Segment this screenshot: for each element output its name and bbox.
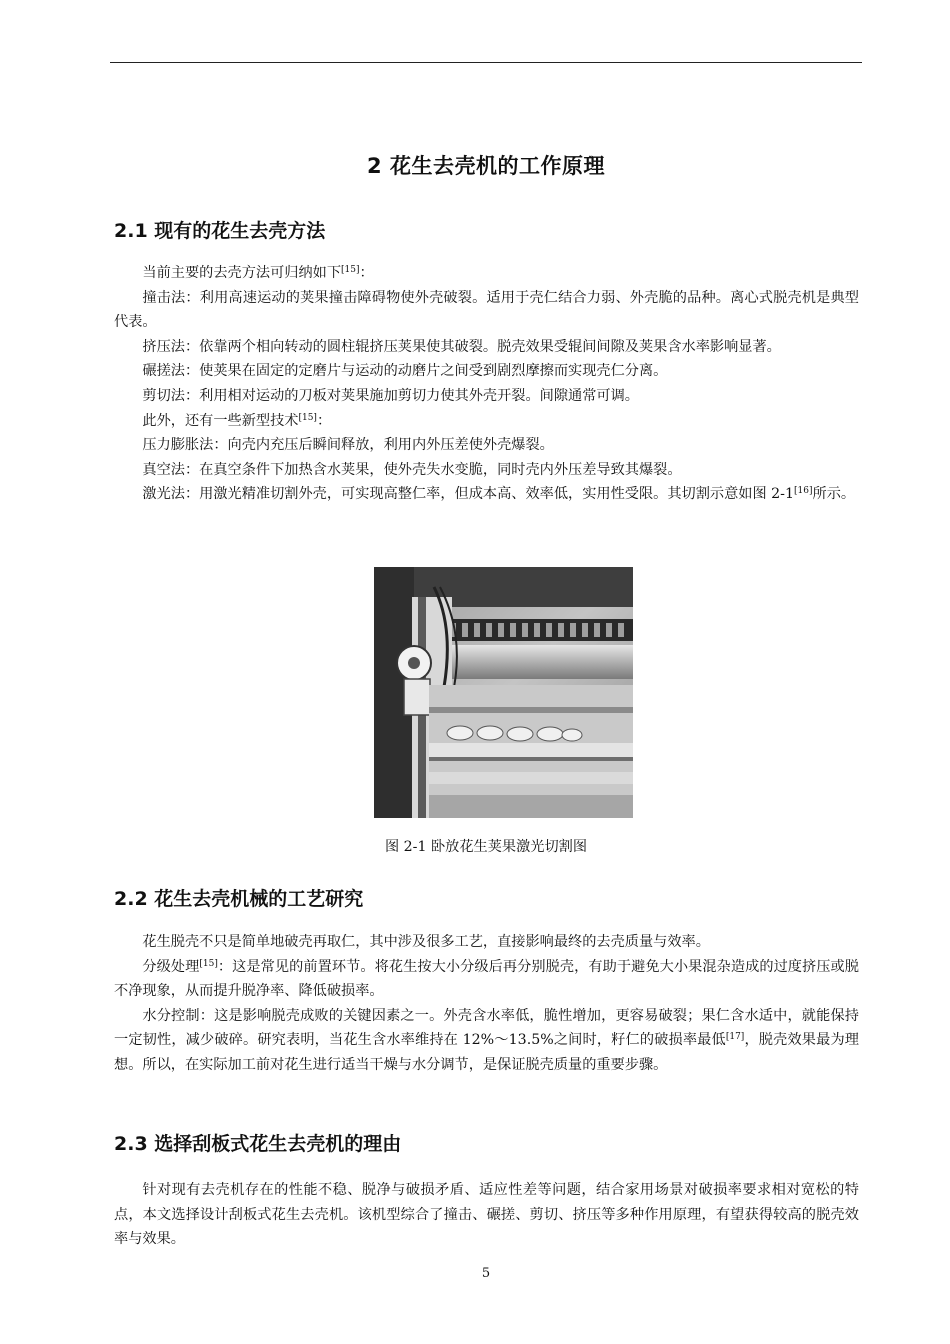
header-rule: [110, 62, 862, 63]
citation: [17]: [725, 1032, 745, 1043]
citation: [15]: [298, 412, 317, 423]
citation: [16]: [794, 486, 813, 497]
paragraph: 碾搓法：使荚果在固定的定磨片与运动的动磨片之间受到剧烈摩擦而实现壳仁分离。: [142, 363, 668, 380]
paragraph: 分级处理[15]：这是常见的前置环节。将花生按大小分级后再分别脱壳，有助于避免大小果混杂造成的过度挤压或脱不净现象，从而提升脱净率、降低破损率。: [114, 958, 859, 1000]
citation: [15]: [199, 958, 218, 969]
page-number: 5: [481, 1266, 491, 1281]
paragraph: 水分控制：这是影响脱壳成败的关键因素之一。外壳含水率低，脆性增加，更容易破裂；果仁含水适中，就能保持一定韧性，减少破碎。研究表明，当花生含水率维持在 12%～13.5%之间时，籽仁的破损率最低[17]，脱壳效果最为理想。所以，在实际加工前对花生进行适当干燥与水分调节，是保证脱壳质量的重要步骤。: [114, 1007, 859, 1073]
paragraph: 撞击法：利用高速运动的荚果撞击障碍物使外壳破裂。适用于壳仁结合力弱、外壳脆的品种。离心式脱壳机是典型代表。: [114, 289, 859, 331]
figure-caption: 图 2-1 卧放花生荚果激光切割图: [384, 839, 588, 855]
paragraph: 花生脱壳不只是简单地破壳再取仁，其中涉及很多工艺，直接影响最终的去壳质量与效率。: [142, 934, 710, 950]
paragraph: 挤压法：依靠两个相向转动的圆柱辊挤压荚果使其破裂。脱壳效果受辊间间隙及荚果含水率影响显著。: [142, 338, 781, 355]
paragraph: 压力膨胀法：向壳内充压后瞬间释放，利用内外压差使外壳爆裂。: [142, 437, 554, 454]
paragraph: 当前主要的去壳方法可归纳如下[15]：: [142, 265, 374, 281]
section-2-3-heading: 2.3 选择刮板式花生去壳机的理由: [114, 1133, 402, 1155]
chapter-title: 2 花生去壳机的工作原理: [367, 154, 605, 178]
paragraph: 真空法：在真空条件下加热含水荚果，使外壳失水变脆，同时壳内外压差导致其爆裂。: [142, 461, 682, 478]
laser-cutting-photo: [374, 567, 633, 818]
section-2-1-heading: 2.1 现有的花生去壳方法: [114, 220, 326, 242]
section-2-3-body: [114, 1178, 859, 1252]
section-2-2-body: [114, 930, 859, 1078]
section-2-1-body: [114, 261, 859, 507]
paragraph: 此外，还有一些新型技术[15]：: [142, 412, 332, 429]
paragraph: 激光法：用激光精准切割外壳，可实现高整仁率，但成本高、效率低，实用性受限。其切割示意如图 2-1[16]所示。: [142, 486, 856, 503]
paragraph: 针对现有去壳机存在的性能不稳、脱净与破损矛盾、适应性差等问题，结合家用场景对破损率要求相对宽松的特点，本文选择设计刮板式花生去壳机。该机型综合了撞击、碾搓、剪切、挤压等多种作用原理，有望获得较高的脱壳效率与效果。: [114, 1182, 859, 1248]
paragraph: 剪切法：利用相对运动的刀板对荚果施加剪切力使其外壳开裂。间隙通常可调。: [142, 387, 639, 404]
section-2-2-heading: 2.2 花生去壳机械的工艺研究: [114, 888, 364, 910]
citation: [15]: [341, 265, 360, 275]
